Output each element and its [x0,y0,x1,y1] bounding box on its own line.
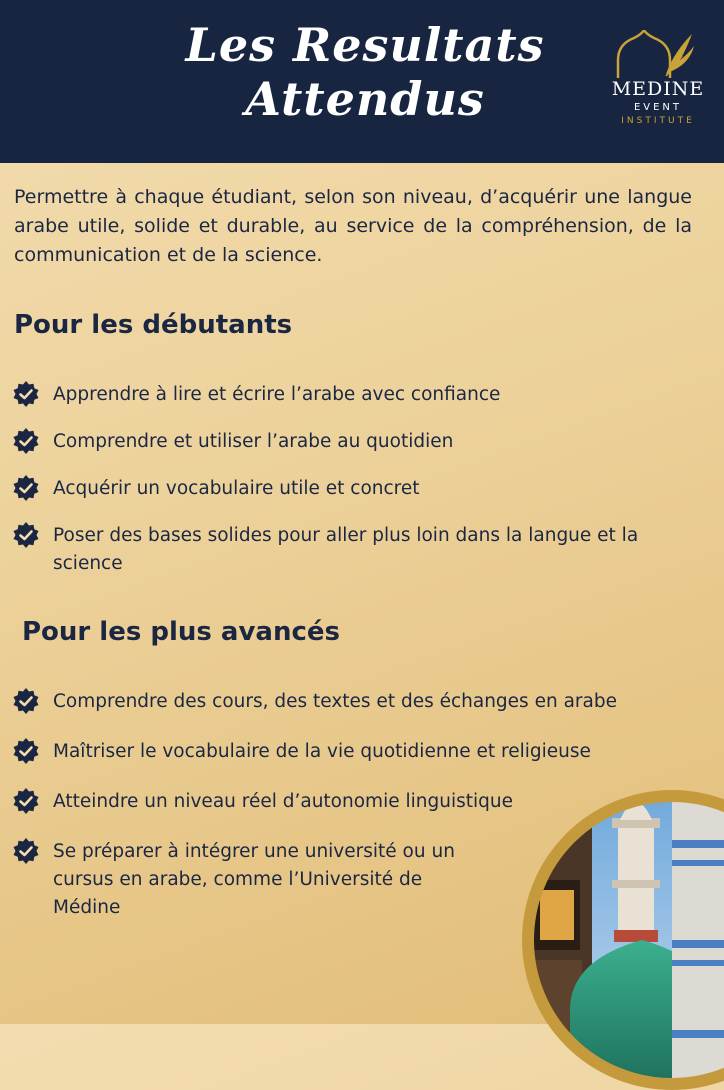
page-title-line-1: Les Resultats [185,18,545,72]
list-item-text: Acquérir un vocabulaire utile et concret [53,478,420,499]
check-badge-icon [12,737,40,765]
list-item-text: Atteindre un niveau réel d’autonomie linguistique [53,791,513,812]
logo-name: MEDINE [611,78,705,100]
check-badge-icon [12,687,40,715]
check-badge-icon [12,380,40,408]
section-title-advanced: Pour les plus avancés [22,617,341,647]
dome-feather-icon [604,30,712,80]
list-item-text: Comprendre et utiliser l’arabe au quotidien [53,431,454,452]
list-item-text: Apprendre à lire et écrire l’arabe avec confiance [53,384,501,405]
section-title-beginners: Pour les débutants [14,310,293,340]
check-badge-icon [12,787,40,815]
list-item-text: Comprendre des cours, des textes et des échanges en arabe [53,691,617,712]
intro-paragraph: Permettre à chaque étudiant, selon son niveau, d’acquérir une langue arabe utile, solide et durable, au service de la compréhension, de la communication et de la science. [14,186,692,266]
page-title [130,18,600,126]
brand-logo [604,30,712,130]
check-badge-icon [12,427,40,455]
list-item-text: Se préparer à intégrer une université ou un cursus en arabe, comme l’Université de Médine [53,841,455,918]
logo-institute: INSTITUTE [621,116,695,126]
mosque-photo [522,790,724,1090]
mosque-illustration [522,790,724,1090]
check-badge-icon [12,474,40,502]
list-item-text: Maîtriser le vocabulaire de la vie quotidienne et religieuse [53,741,591,762]
check-badge-icon [12,521,40,549]
check-badge-icon [12,837,40,865]
page-title-line-2: Attendus [245,72,485,126]
logo-event: EVENT [633,102,683,113]
page-header [0,0,724,163]
list-item-text: Poser des bases solides pour aller plus loin dans la langue et la science [53,525,639,574]
